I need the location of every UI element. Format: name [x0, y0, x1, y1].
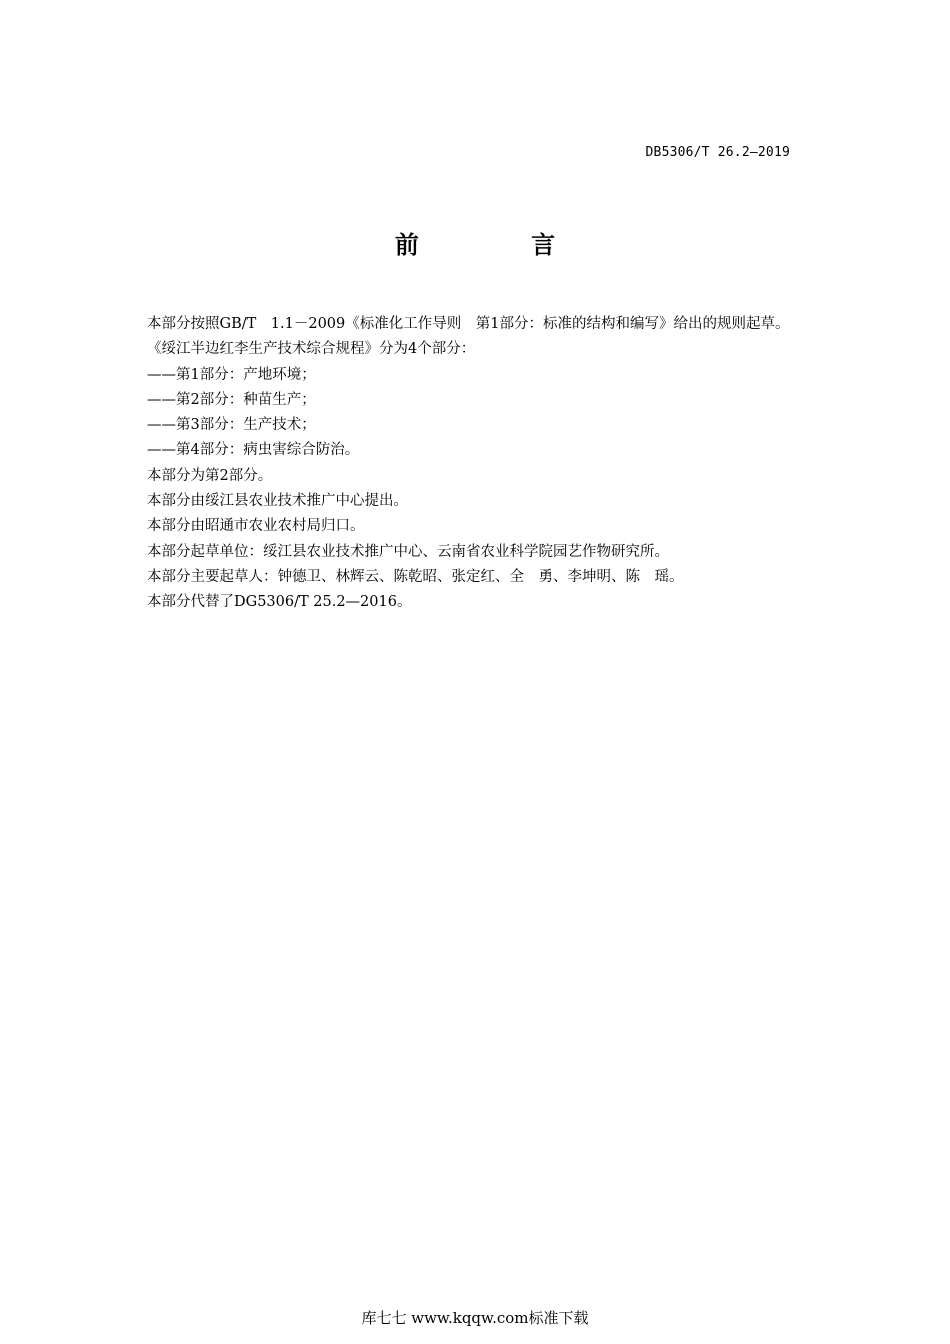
list-item-part-1: ——第1部分：产地环境；: [147, 366, 316, 383]
list-item-part-4: ——第4部分：病虫害综合防治。: [147, 442, 360, 459]
document-code: DB5306/T 26.2—2019: [645, 145, 790, 160]
paragraph-drafting-units: 本部分起草单位：绥江县农业技术推广中心、云南省农业科学院园艺作物研究所。: [147, 543, 669, 560]
paragraph-this-part: 本部分为第2部分。: [147, 467, 273, 484]
paragraph-drafting-rules: 本部分按照GB/T 1.1－2009《标准化工作导则 第1部分：标准的结构和编写》给出的规则起草。: [147, 316, 790, 332]
list-item-part-2: ——第2部分：种苗生产；: [147, 391, 316, 408]
paragraph-centralized-by: 本部分由昭通市农业农村局归口。: [147, 518, 365, 535]
page-title: 前 言: [394, 231, 608, 259]
foreword-body: [147, 312, 887, 616]
paragraph-proposed-by: 本部分由绥江县农业技术推广中心提出。: [147, 493, 408, 510]
footer-watermark: 库七七 www.kqqw.com标准下载: [361, 1309, 589, 1327]
list-item-part-3: ——第3部分：生产技术；: [147, 417, 316, 434]
paragraph-drafters: 本部分主要起草人：钟德卫、林辉云、陈乾昭、张定红、全 勇、李坤明、陈 瑶。: [147, 568, 684, 585]
paragraph-replaces: 本部分代替了DG5306/T 25.2—2016。: [147, 594, 412, 611]
paragraph-parts-intro: 《绥江半边红李生产技术综合规程》分为4个部分：: [147, 341, 476, 358]
